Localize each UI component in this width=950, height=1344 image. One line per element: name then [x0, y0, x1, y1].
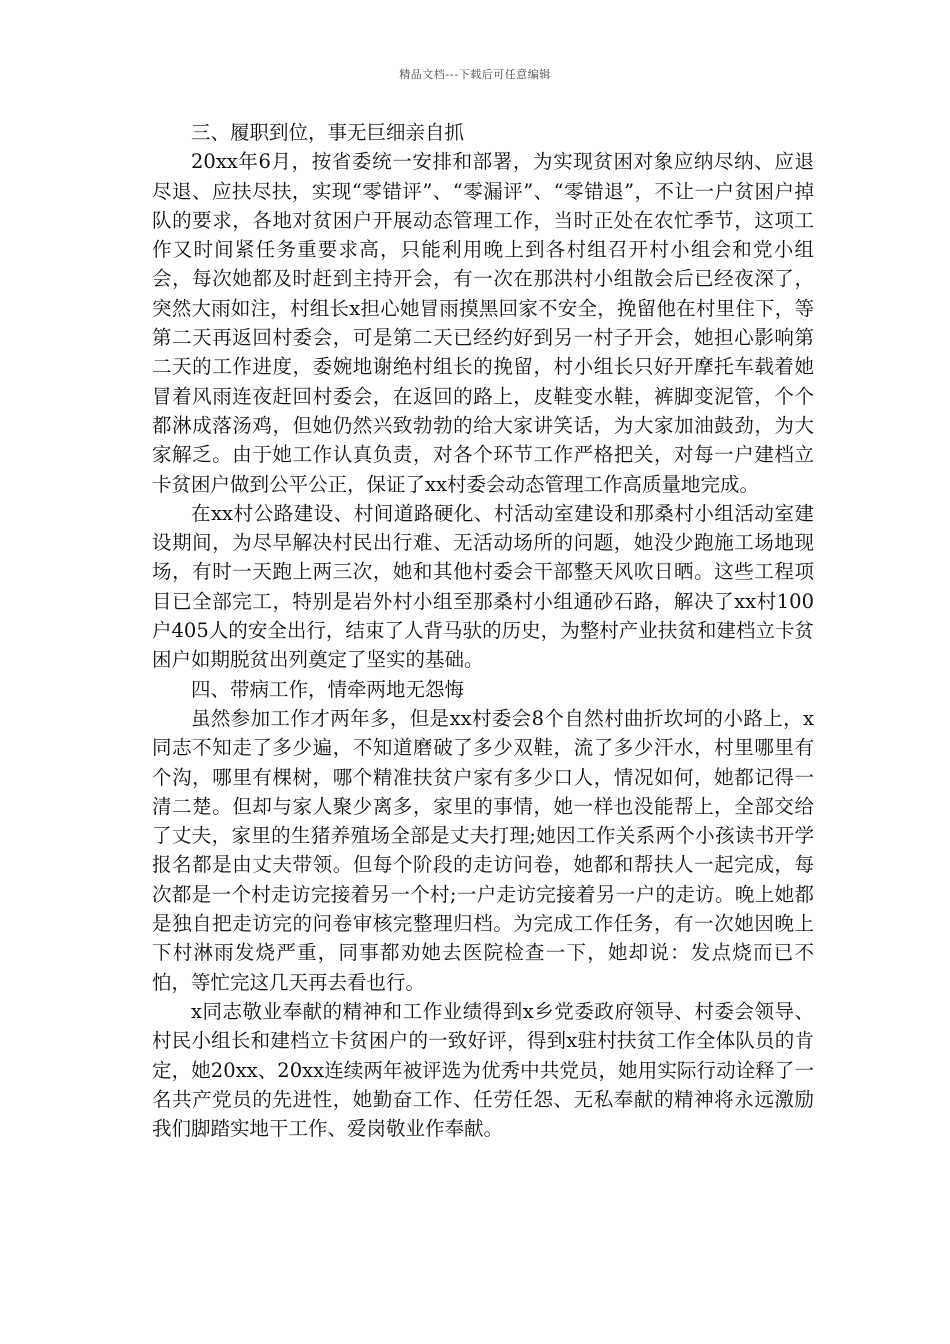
paragraph: 在xx村公路建设、村间道路硬化、村活动室建设和那桑村小组活动室建设期间，为尽早解决村民出行难、无活动场所的问题，她没少跑施工场地现场，有时一天跑上两三次，她和其他村委会干部整天风吹日晒。这些工程项目已全部完工，特别是岩外村小组至那桑村小组通砂石路，解决了xx村100户405人的安全出行，结束了人背马驮的历史，为整村产业扶贫和建档立卡贫困户如期脱贫出列奠定了坚实的基础。: [152, 501, 814, 672]
section-heading-3: 三、履职到位，事无巨细亲自抓: [191, 121, 465, 144]
document-body: [152, 118, 814, 1143]
page-header: 精品文档---下载后可任意编辑: [399, 68, 551, 81]
paragraph: 20xx年6月，按省委统一安排和部署，为实现贫困对象应纳尽纳、应退尽退、应扶尽扶，实现“零错评”、“零漏评”、“零错退”，不让一户贫困户掉队的要求，各地对贫困户开展动态管理工作，当时正处在农忙季节，这项工作又时间紧任务重要求高，只能利用晚上到各村组召开村小组会和党小组会，每次她都及时赶到主持开会，有一次在那洪村小组散会后已经夜深了，突然大雨如注，村组长x担心她冒雨摸黑回家不安全，挽留他在村里住下，等第二天再返回村委会，可是第二天已经约好到另一村子开会，她担心影响第二天的工作进度，委婉地谢绝村组长的挽留，村小组长只好开摩托车载着她冒着风雨连夜赶回村委会，在返回的路上，皮鞋变水鞋，裤脚变泥管，个个都淋成落汤鸡，但她仍然兴致勃勃的给大家讲笑话，为大家加油鼓劲，为大家解乏。由于她工作认真负责，对各个环节工作严格把关，对每一户建档立卡贫困户做到公平公正，保证了xx村委会动态管理工作高质量地完成。: [152, 150, 814, 496]
paragraph: 虽然参加工作才两年多，但是xx村委会8个自然村曲折坎坷的小路上，x同志不知走了多少遍，不知道磨破了多少双鞋，流了多少汗水，村里哪里有个沟，哪里有棵树，哪个精准扶贫户家有多少口人，情况如何，她都记得一清二楚。但却与家人聚少离多，家里的事情，她一样也没能帮上，全部交给了丈夫，家里的生猪养殖场全部是丈夫打理;她因工作关系两个小孩读书开学报名都是由丈夫带领。但每个阶段的走访问卷，她都和帮扶人一起完成，每次都是一个村走访完接着另一个村;一户走访完接着另一户的走访。晚上她都是独自把走访完的问卷审核完整理归档。为完成工作任务，有一次她因晚上下村淋雨发烧严重，同事都劝她去医院检查一下，她却说：发点烧而已不怕，等忙完这几天再去看也行。: [152, 706, 814, 994]
section-heading-4: 四、带病工作，情牵两地无怨悔: [191, 677, 465, 701]
paragraph: x同志敬业奉献的精神和工作业绩得到x乡党委政府领导、村委会领导、村民小组长和建档立卡贫困户的一致好评，得到x驻村扶贫工作全体队员的肯定，她20xx、20xx连续两年被评选为优秀中共党员，她用实际行动诠释了一名共产党员的先进性，她勤奋工作、任劳任怨、无私奉献的精神将永远激励我们脚踏实地干工作、爱岗敬业作奉献。: [152, 999, 814, 1141]
